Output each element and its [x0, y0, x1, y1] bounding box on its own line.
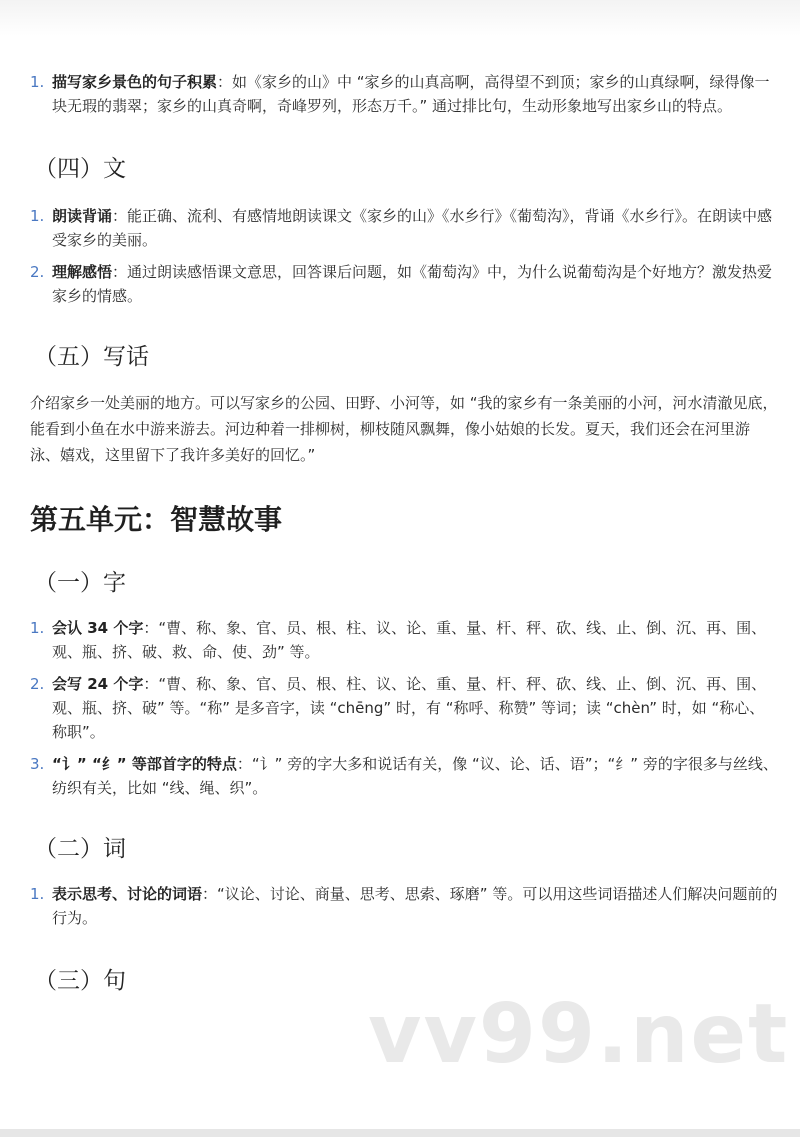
list-term: 会认 34 个字	[52, 619, 144, 637]
section-heading-writing: （五）写话	[34, 344, 149, 370]
sentence-list	[30, 70, 778, 118]
list-term: “讠” “纟” 等部首字的特点	[52, 755, 237, 773]
section-heading-sentences: （三）句	[34, 968, 126, 994]
list-number: 3.	[30, 755, 45, 773]
list-item	[30, 672, 778, 744]
list-number: 1.	[30, 885, 45, 903]
list-term: 表示思考、讨论的词语	[52, 885, 203, 903]
characters-list	[30, 616, 778, 800]
list-text: ：“议论、讨论、商量、思考、思索、琢磨” 等。可以用这些词语描述人们解决问题前的行为。	[52, 885, 778, 927]
list-item	[30, 616, 778, 664]
list-item	[30, 752, 778, 800]
list-number: 2.	[30, 675, 45, 693]
list-term: 理解感悟	[52, 263, 113, 281]
list-term: 朗读背诵	[52, 207, 113, 225]
list-term: 描写家乡景色的句子积累	[52, 73, 218, 91]
list-item	[30, 204, 778, 252]
list-number: 1.	[30, 73, 45, 91]
reading-list	[30, 204, 778, 308]
writing-paragraph: 介绍家乡一处美丽的地方。可以写家乡的公园、田野、小河等，如 “我的家乡有一条美丽的小河，河水清澈见底，能看到小鱼在水中游来游去。河边种着一排柳树，柳枝随风飘舞，像小姑娘的长发。夏天，我们还会在河里游泳、嬉戏，这里留下了我许多美好的回忆。”	[30, 394, 778, 464]
list-text: ：“讠” 旁的字大多和说话有关，像 “议、论、话、语”；“纟” 旁的字很多与丝线、纺织有关，比如 “线、绳、织”。	[52, 755, 778, 797]
list-item	[30, 882, 778, 930]
list-number: 2.	[30, 263, 45, 281]
top-shade	[0, 0, 800, 36]
section-heading-characters: （一）字	[34, 570, 126, 596]
list-text: ：通过朗读感悟课文意思，回答课后问题，如《葡萄沟》中，为什么说葡萄沟是个好地方？激发热爱家乡的情感。	[52, 263, 773, 305]
list-text: ：“曹、称、象、官、员、根、柱、议、论、重、量、杆、秤、砍、线、止、倒、沉、再、围、观、瓶、挤、破” 等。“称” 是多音字，读 “chēng” 时，有 “称呼、称赞” 等词；读 “chèn” 时，如 “称心、称职”。	[52, 675, 767, 741]
list-number: 1.	[30, 207, 45, 225]
list-text: ：“曹、称、象、官、员、根、柱、议、论、重、量、杆、秤、砍、线、止、倒、沉、再、围、观、瓶、挤、破、救、命、使、劲” 等。	[52, 619, 767, 661]
section-heading-words: （二）词	[34, 836, 126, 862]
section-heading-reading: （四）文	[34, 156, 126, 182]
content-area	[30, 70, 778, 996]
words-list	[30, 882, 778, 930]
list-item	[30, 70, 778, 118]
list-text: ：能正确、流利、有感情地朗读课文《家乡的山》《水乡行》《葡萄沟》，背诵《水乡行》。在朗读中感受家乡的美丽。	[52, 207, 773, 249]
bottom-bar	[0, 1129, 800, 1137]
list-number: 1.	[30, 619, 45, 637]
list-text: ：如《家乡的山》中 “家乡的山真高啊，高得望不到顶；家乡的山真绿啊，绿得像一块无瑕的翡翠；家乡的山真奇啊，奇峰罗列，形态万千。” 通过排比句，生动形象地写出家乡山的特点。	[52, 73, 770, 115]
list-item	[30, 260, 778, 308]
unit-title: 第五单元：智慧故事	[30, 503, 283, 536]
list-term: 会写 24 个字	[52, 675, 144, 693]
watermark-text: vv99.net	[368, 987, 790, 1082]
